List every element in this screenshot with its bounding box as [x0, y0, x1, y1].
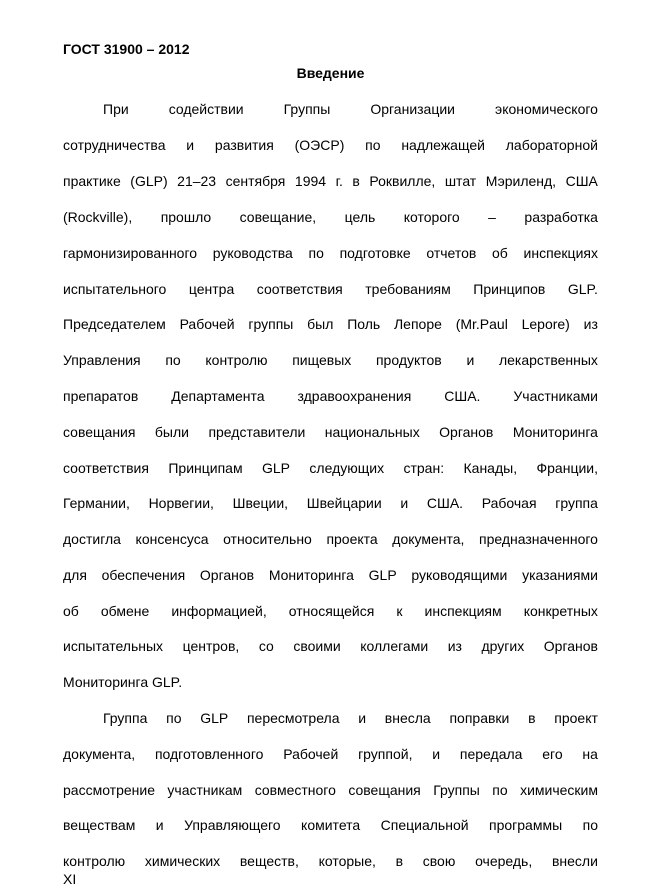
word: Лепоре [393, 316, 442, 332]
word: соответствия [63, 460, 149, 476]
section-title: Введение [296, 65, 365, 81]
word: передала [459, 746, 523, 762]
word: проекта [326, 531, 378, 547]
word: обмене [100, 603, 150, 619]
word: группой, [358, 746, 413, 762]
word: свою [422, 853, 456, 869]
word: Роквилле, [369, 173, 436, 189]
word: прошло [160, 209, 212, 225]
word: очередь, [475, 853, 533, 869]
word: (GLP) [130, 173, 168, 189]
word: подготовке [339, 245, 411, 261]
word: пищевых [292, 352, 352, 368]
word: достигла [63, 531, 121, 547]
text-line [63, 351, 598, 369]
word: документа, [63, 746, 136, 762]
word: Группы [283, 101, 331, 117]
word: Норвегии, [148, 495, 214, 511]
word: Председателем [63, 316, 166, 332]
word: Швеции, [232, 495, 289, 511]
word: обеспечения [101, 567, 186, 583]
word: экономического [495, 101, 598, 117]
word: препаратов [63, 388, 139, 404]
word: Департамента [171, 388, 265, 404]
word: и [432, 746, 441, 762]
word: надлежащей [401, 137, 485, 153]
word: Органов [439, 424, 494, 440]
word: участникам [167, 782, 243, 798]
text-line [63, 423, 598, 441]
word: своими [293, 638, 341, 654]
word: соответствия [256, 281, 343, 297]
text-line [63, 816, 598, 834]
word: GLP. [567, 281, 598, 297]
word: Участниками [513, 388, 598, 404]
word: Принципов [473, 281, 546, 297]
word: разработка [524, 209, 598, 225]
word: относительно [223, 531, 312, 547]
word: которые, [318, 853, 376, 869]
word: Lepore) [521, 316, 570, 332]
word: испытательных [63, 638, 164, 654]
word: GLP [200, 710, 229, 726]
word: подготовленного [154, 746, 264, 762]
word: совещания [348, 782, 421, 798]
word: пересмотрела [246, 710, 340, 726]
word: и [186, 137, 195, 153]
word: программы [489, 817, 563, 833]
word: лекарственных [498, 352, 598, 368]
word: национальных [324, 424, 420, 440]
word: по [492, 782, 508, 798]
word: Рабочая [481, 495, 537, 511]
word: были [154, 424, 189, 440]
word: группа [555, 495, 598, 511]
word: контролю [205, 352, 268, 368]
word: конкретных [523, 603, 598, 619]
text-line [63, 208, 598, 226]
word: рассмотрение [63, 782, 155, 798]
word: Мониторинга [268, 567, 354, 583]
word: его [542, 746, 563, 762]
word: сотрудничества [63, 137, 166, 153]
word: относящейся [288, 603, 375, 619]
word: Франции, [536, 460, 598, 476]
word: – [488, 209, 496, 225]
word: по [166, 710, 182, 726]
word: штат [444, 173, 477, 189]
word: контролю [63, 853, 126, 869]
word: Канады, [463, 460, 518, 476]
text-line [63, 172, 598, 190]
word: г. [335, 173, 343, 189]
word: Германии, [63, 495, 130, 511]
word: Управления [63, 352, 141, 368]
word: продуктов [375, 352, 442, 368]
word: Органов [199, 567, 255, 583]
word: и [466, 352, 475, 368]
text-line [63, 244, 598, 262]
word: в [528, 710, 536, 726]
word: содействии [168, 101, 244, 117]
word: Швейцарии [306, 495, 382, 511]
word: требованиям [365, 281, 451, 297]
text-line: XI [63, 871, 77, 887]
word: руководства [212, 245, 293, 261]
word: лабораторной [505, 137, 598, 153]
word: указаниями [522, 567, 598, 583]
word: из [583, 316, 598, 332]
text-line [103, 100, 598, 118]
word: к [396, 603, 403, 619]
word: 1994 [294, 173, 327, 189]
word: совместного [254, 782, 336, 798]
word: химическим [520, 782, 598, 798]
word: практике [63, 173, 121, 189]
word: инспекциях [523, 245, 598, 261]
word: США [565, 173, 598, 189]
word: GLP [262, 460, 291, 476]
text-line [63, 387, 598, 405]
word: на [582, 746, 598, 762]
text-line [63, 566, 598, 584]
word: сентября [225, 173, 286, 189]
word: Специальной [380, 817, 469, 833]
word: по [582, 817, 598, 833]
word: Управляющего [184, 817, 281, 833]
word: (Mr.Paul [455, 316, 508, 332]
text-line [63, 637, 598, 655]
word: Рабочей [179, 316, 235, 332]
word: из [447, 638, 462, 654]
text-line [63, 494, 598, 512]
word: следующих [309, 460, 385, 476]
word: внесла [384, 710, 431, 726]
word: поправки [449, 710, 510, 726]
word: инспекциям [424, 603, 502, 619]
word: цель [344, 209, 376, 225]
word: Органов [543, 638, 598, 654]
word: проект [554, 710, 598, 726]
word: предназначенного [479, 531, 598, 547]
word: со [258, 638, 274, 654]
word: Мониторинга [512, 424, 598, 440]
word: (Rockville), [63, 209, 133, 225]
word: информацией, [171, 603, 267, 619]
text-line [63, 602, 598, 620]
word: об [63, 603, 79, 619]
word: и [155, 817, 164, 833]
word: GLP [368, 567, 397, 583]
text-line [63, 459, 598, 477]
word: веществам [63, 817, 136, 833]
word: 21–23 [177, 173, 217, 189]
word: гармонизированного [63, 245, 198, 261]
word: центров, [182, 638, 240, 654]
word: и [358, 710, 367, 726]
word: Мэриленд, [485, 173, 557, 189]
word: химических [144, 853, 221, 869]
word: комитета [301, 817, 361, 833]
word: совещания [63, 424, 136, 440]
word: Группа [103, 710, 148, 726]
word: коллегами [360, 638, 429, 654]
word: испытательного [63, 281, 167, 297]
word: веществ, [239, 853, 299, 869]
word: Поль [347, 316, 381, 332]
word: группы [248, 316, 294, 332]
word: развития [214, 137, 274, 153]
word: представители [208, 424, 306, 440]
word: США. [444, 388, 481, 404]
word: Принципам [168, 460, 243, 476]
text-line: Мониторинга GLP. [63, 674, 183, 690]
word: по [165, 352, 181, 368]
word: внесли [551, 853, 598, 869]
text-line [63, 852, 598, 870]
word: стран: [403, 460, 445, 476]
word: При [103, 101, 129, 117]
word: центра [188, 281, 235, 297]
text-line [63, 136, 598, 154]
document-code: ГОСТ 31900 – 2012 [63, 41, 190, 57]
word: был [307, 316, 334, 332]
word: других [481, 638, 525, 654]
word: в [352, 173, 360, 189]
word: которого [403, 209, 460, 225]
word: совещание, [239, 209, 317, 225]
word: Группы [433, 782, 480, 798]
word: (ОЭСР) [294, 137, 345, 153]
word: здравоохранения [297, 388, 412, 404]
text-line [103, 709, 598, 727]
word: руководящими [411, 567, 508, 583]
word: США. [426, 495, 464, 511]
word: отчетов [426, 245, 477, 261]
word: документа, [392, 531, 465, 547]
text-line [63, 280, 598, 298]
word: по [308, 245, 324, 261]
word: для [63, 567, 87, 583]
text-line [63, 745, 598, 763]
word: и [400, 495, 409, 511]
text-line [63, 530, 598, 548]
word: Организации [370, 101, 456, 117]
word: Рабочей [283, 746, 339, 762]
text-line [63, 781, 598, 799]
word: в [395, 853, 404, 869]
word: консенсуса [135, 531, 209, 547]
text-line [63, 315, 598, 333]
word: об [492, 245, 508, 261]
word: по [365, 137, 381, 153]
